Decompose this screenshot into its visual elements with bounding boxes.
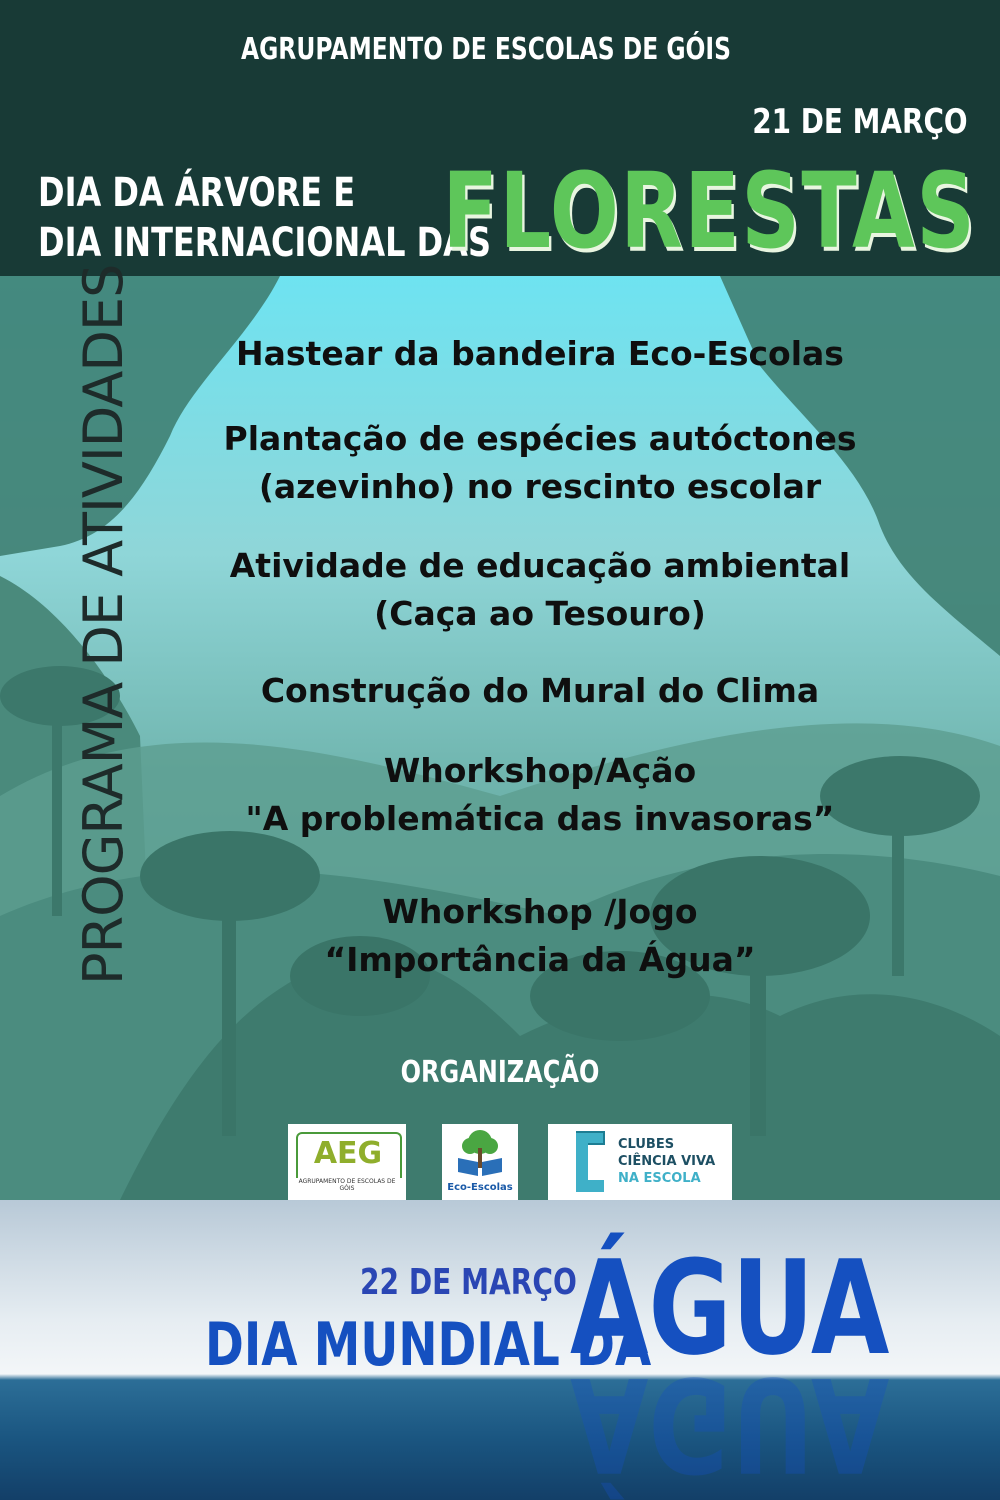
activity-2-line2: (azevinho) no rescinto escolar	[258, 467, 822, 506]
activity-2-line1: Plantação de espécies autóctones	[223, 419, 857, 458]
activity-2	[200, 415, 880, 511]
ciencia-viva-logo	[548, 1124, 732, 1200]
ciencia-viva-text	[618, 1136, 715, 1187]
c-blocks-icon	[562, 1124, 622, 1200]
activity-4	[200, 667, 880, 715]
activity-1-line1: Hastear da bandeira Eco-Escolas	[236, 334, 844, 373]
forest-title-line1: DIA DA ÁRVORE E	[38, 170, 356, 216]
water-date: 22 DE MARÇO	[360, 1262, 577, 1303]
water-title: DIA MUNDIAL DA	[205, 1310, 652, 1380]
tree-book-icon	[442, 1124, 518, 1180]
agua-reflection: ÁGUA	[570, 1348, 890, 1500]
ciencia-viva-line2: CIÊNCIA VIVA	[618, 1154, 716, 1169]
activity-6-line1: Whorkshop /Jogo	[382, 892, 698, 931]
aeg-logo-subtitle: AGRUPAMENTO DE ESCOLAS DE GÓIS	[298, 1178, 396, 1192]
forest-title-line2: DIA INTERNACIONAL DAS	[38, 220, 491, 266]
activity-5-line1: Whorkshop/Ação	[383, 751, 697, 790]
forest-title	[38, 168, 491, 268]
activity-5	[200, 747, 880, 843]
agua-highlight: ÁGUA	[570, 1232, 890, 1384]
activity-3-line1: Atividade de educação ambiental	[229, 546, 851, 585]
activity-1	[200, 330, 880, 378]
activity-6-line2: “Importância da Água”	[324, 940, 756, 979]
aeg-logo-letters: AEG	[313, 1136, 383, 1171]
ciencia-viva-line1: CLUBES	[618, 1137, 675, 1152]
activity-3-line2: (Caça ao Tesouro)	[374, 594, 706, 633]
ciencia-viva-line3: NA ESCOLA	[618, 1171, 701, 1186]
eco-escolas-label: Eco-Escolas	[447, 1182, 513, 1193]
florestas-highlight: FLORESTAS	[442, 150, 976, 272]
program-vertical-title: PROGRAMA DE ATIVIDADES	[72, 264, 135, 985]
forest-date: 21 DE MARÇO	[752, 102, 968, 142]
activity-3	[200, 542, 880, 638]
activity-6	[200, 888, 880, 984]
eco-escolas-logo	[442, 1124, 518, 1200]
aeg-logo	[288, 1124, 406, 1200]
activity-5-line2: "A problemática das invasoras”	[245, 799, 835, 838]
school-name: AGRUPAMENTO DE ESCOLAS DE GÓIS	[240, 32, 731, 67]
organization-label: ORGANIZAÇÃO	[400, 1055, 600, 1090]
activity-4-line1: Construção do Mural do Clima	[260, 671, 820, 710]
